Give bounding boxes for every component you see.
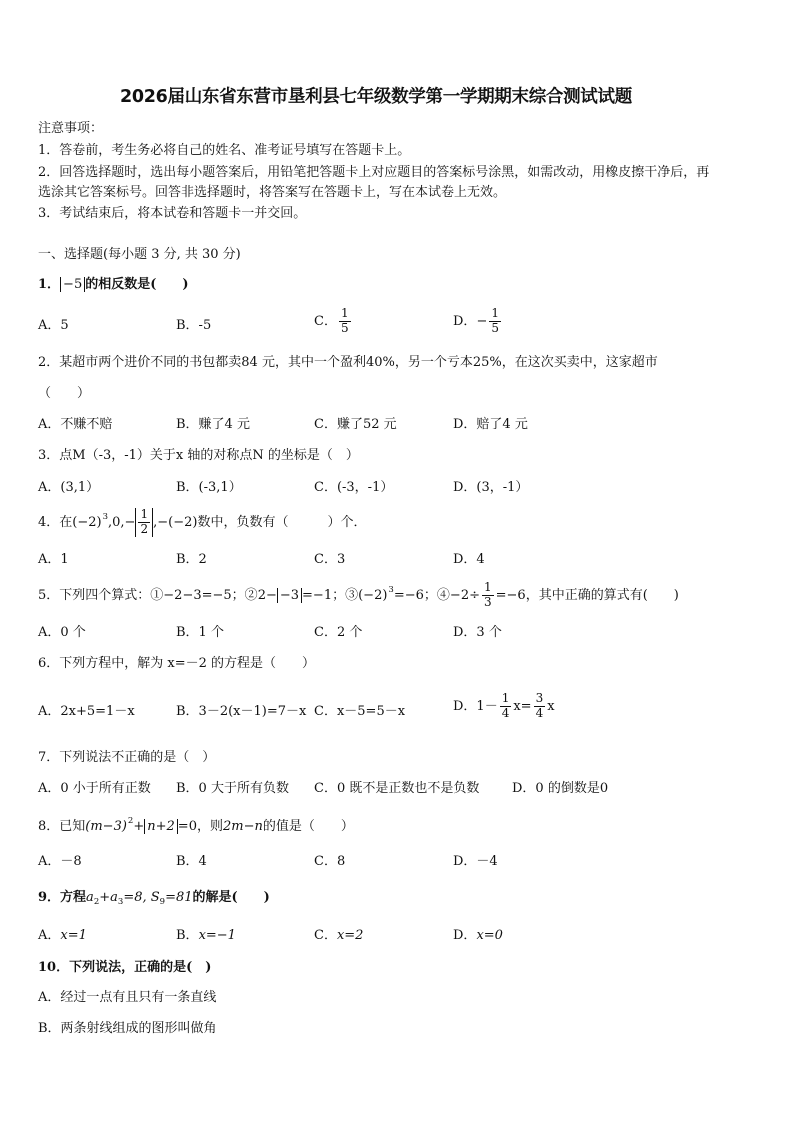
note-item: 选涂其它答案标号。回答非选择题时，将答案写在答题卡上，写在本试卷上无效。 (38, 185, 507, 200)
q1-option-a: A．5 (38, 318, 69, 333)
q2-option-a: A．不赚不赔 (38, 417, 113, 432)
page-title: 2026届山东省东营市垦利县七年级数学第一学期期末综合测试试题 (120, 87, 632, 107)
question-2-stem: 2．某超市两个进价不同的书包都卖84 元，其中一个盈利40%，另一个亏本25%，在这次买卖中，这家超市 (38, 355, 658, 370)
question-8-stem: 8．已知$(m-3)^2+ n+2 =0$，则2m−n的值是（ ） (38, 816, 354, 834)
q3-option-d: D．(3，-1） (453, 480, 529, 495)
absolute-value: −5 (60, 277, 85, 292)
q7-option-a: A．0 小于所有正数 (38, 781, 151, 796)
q5-option-b: B．1 个 (176, 625, 224, 640)
q10-option-a: A．经过一点有且只有一条直线 (38, 990, 217, 1005)
q6-option-d: D．1－ $\frac{1}{4}$ x= $\frac{3}{4}$ x (453, 691, 555, 720)
q9-option-c: C．x=2 (314, 928, 364, 943)
q4-option-d: D．4 (453, 552, 485, 567)
fraction: $\frac{1}{3}$ (483, 580, 492, 609)
absolute-value: −3 (277, 588, 302, 603)
q6-option-a: A．2x+5=1－x (38, 704, 135, 719)
q10-option-b: B．两条射线组成的图形叫做角 (38, 1021, 217, 1036)
question-9-stem: 9．方程$a_2+a_3=8$, $S_9=81$的解是( ) (38, 890, 270, 907)
question-7-stem: 7．下列说法不正确的是（ ） (38, 750, 216, 765)
question-4-stem: 4．在$(-2)^3,0,-$ $\frac{1}{2}$ ,−(−2)数中，负数有（ ）个． (38, 507, 367, 536)
q8-option-a: A．－8 (38, 854, 82, 869)
note-item: 3．考试结束后，将本试卷和答题卡一并交回。 (38, 206, 307, 221)
q8-option-c: C．8 (314, 854, 346, 869)
q9-option-d: D．x=0 (453, 928, 503, 943)
question-6-stem: 6．下列方程中，解为 x=－2 的方程是（ ） (38, 656, 316, 671)
q5-option-a: A．0 个 (38, 625, 86, 640)
q6-option-b: B．3－2(x－1)=7－x (176, 704, 307, 719)
q7-option-b: B．0 大于所有负数 (176, 781, 289, 796)
q4-option-b: B．2 (176, 552, 207, 567)
q3-option-c: C．(-3，-1） (314, 480, 394, 495)
fraction: $\frac{3}{4}$ (535, 691, 544, 720)
note-item: 2．回答选择题时，选出每小题答案后，用铅笔把答题卡上对应题目的答案标号涂黑，如需改动，用橡皮擦干净后，再 (38, 165, 710, 180)
question-5-stem: 5．下列四个算式：①−2−3=−5；②2− −3 =−1；$③(-2)^3=-6$；④−2÷ $\frac{1}{3}$ =−6，其中正确的算式有( ) (38, 580, 679, 609)
fraction: $\frac{1}{5}$ (491, 306, 499, 335)
q5-option-c: C．2 个 (314, 625, 363, 640)
notes-heading: 注意事项： (38, 121, 104, 136)
q2-option-b: B．赚了4 元 (176, 417, 250, 432)
q9-option-b: B．x=−1 (176, 928, 236, 943)
q4-option-c: C．3 (314, 552, 346, 567)
fraction: $\frac{1}{5}$ (340, 306, 349, 335)
q5-option-d: D．3 个 (453, 625, 502, 640)
q7-option-c: C．0 既不是正数也不是负数 (314, 781, 480, 796)
question-2-stem-cont: （ ） (38, 386, 91, 401)
absolute-value: $\frac{1}{2}$ (135, 508, 153, 537)
q2-option-c: C．赚了52 元 (314, 417, 397, 432)
q3-option-b: B．(-3,1） (176, 480, 242, 495)
fraction: $\frac{1}{4}$ (501, 691, 510, 720)
q1-option-b: B．-5 (176, 318, 212, 333)
q1-option-d: D．− $\frac{1}{5}$ (453, 306, 499, 335)
question-10-stem: 10．下列说法，正确的是( ) (38, 960, 212, 975)
note-item: 1．答卷前，考生务必将自己的姓名、准考证号填写在答题卡上。 (38, 143, 411, 158)
q7-option-d: D．0 的倒数是0 (512, 781, 609, 796)
q8-option-b: B．4 (176, 854, 207, 869)
section-heading: 一、选择题(每小题 3 分, 共 30 分) (38, 247, 241, 262)
q3-option-a: A．(3,1） (38, 480, 100, 495)
q8-option-d: D．－4 (453, 854, 498, 869)
q6-option-c: C．x－5=5－x (314, 704, 406, 719)
q1-option-c: C． $\frac{1}{5}$ (314, 306, 349, 335)
question-1-stem: 1． −5 的相反数是( ) (38, 277, 189, 292)
q2-option-d: D．赔了4 元 (453, 417, 528, 432)
question-3-stem: 3．点M（-3，-1）关于x 轴的对称点N 的坐标是（ ） (38, 448, 359, 463)
q9-option-a: A．x=1 (38, 928, 87, 943)
absolute-value: n+2 (144, 819, 178, 834)
q4-option-a: A．1 (38, 552, 69, 567)
